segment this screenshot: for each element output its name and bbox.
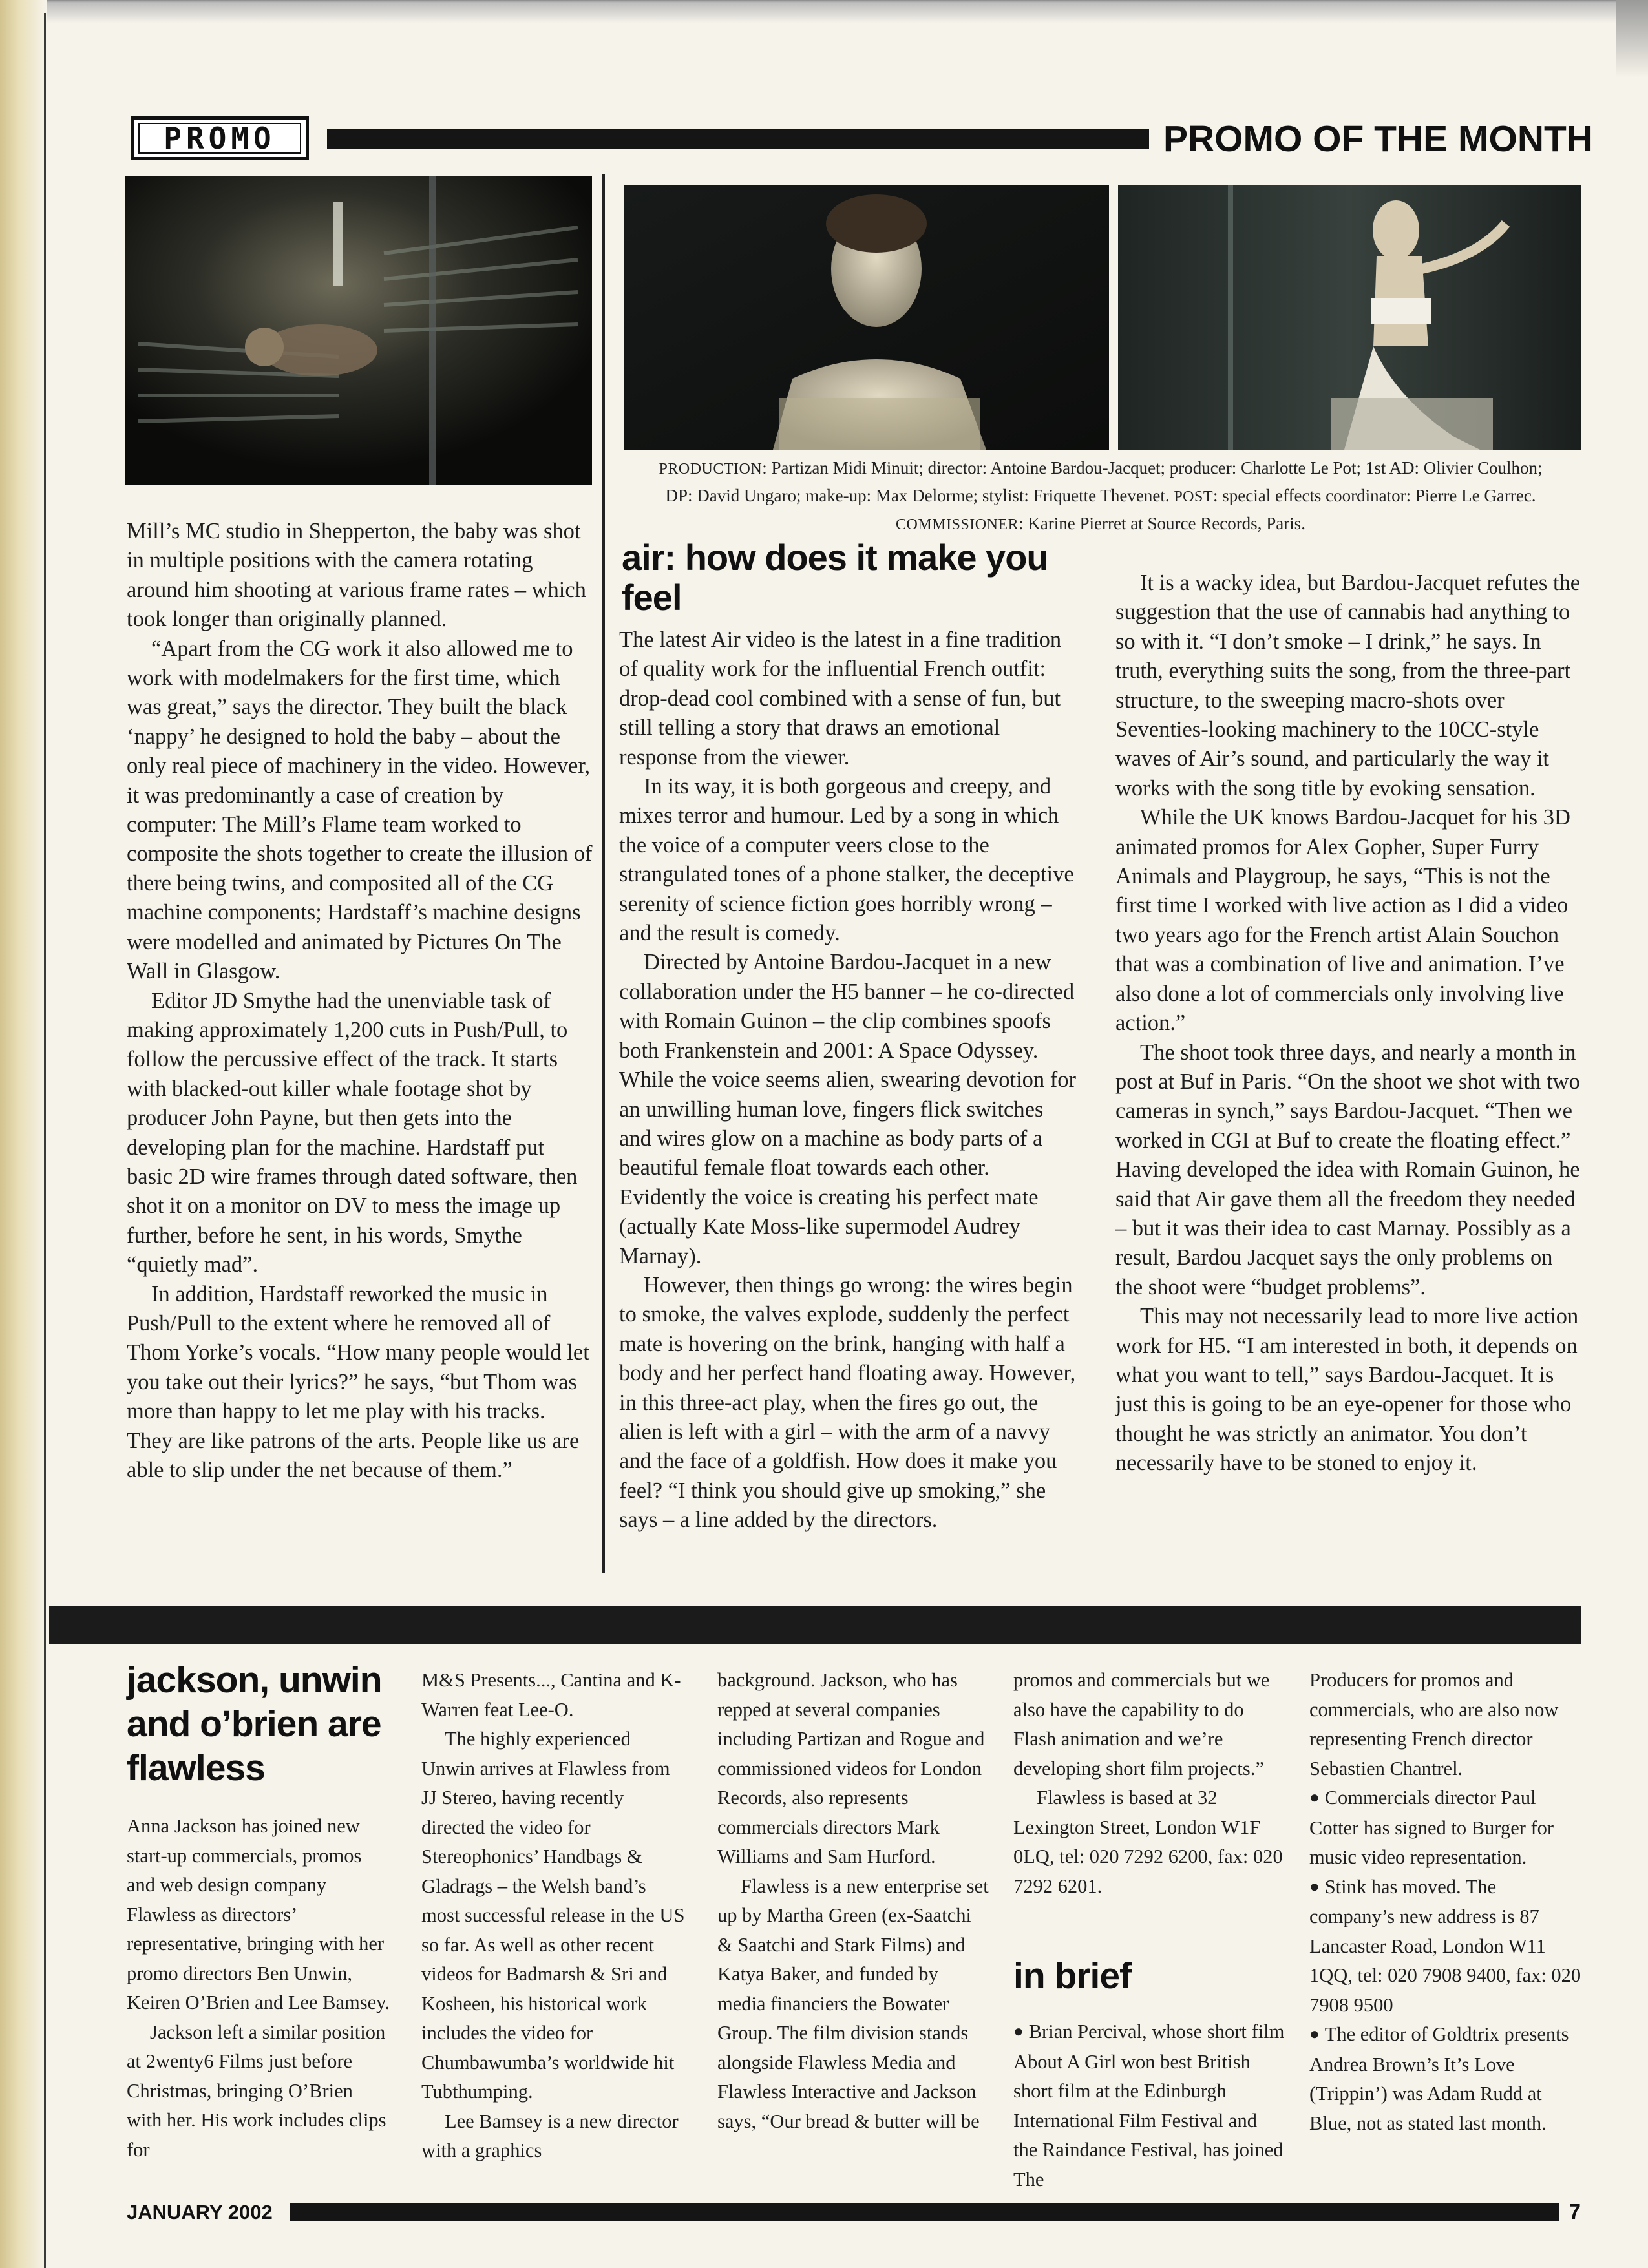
photo-credits — [620, 455, 1581, 538]
credits-line-2: DP: David Ungaro; make-up: Max Delorme; stylist: Friquette Thevenet. POST: special effects coordinator: Pierre Le Garrec. — [665, 486, 1536, 505]
woman-portrait-image — [624, 185, 1109, 450]
scan-edge-top — [47, 0, 1648, 23]
news-column-2 — [421, 1666, 686, 2166]
paragraph: Jackson left a similar position at 2wenty6 Films just before Christmas, bringing O’Brien with her. His work includes clips for — [127, 2021, 386, 2161]
woman-portrait-photo — [624, 185, 1109, 450]
paragraph: Flawless is based at 32 Lexington Street, London W1F 0LQ, tel: 020 7292 6200, fax: 020 7292 6201. — [1013, 1787, 1283, 1897]
brief-item: ● Commercials director Paul Cotter has signed to Burger for music video representation. — [1309, 1783, 1583, 1873]
scan-edge-left — [0, 0, 47, 2268]
paragraph: Anna Jackson has joined new start-up commercials, promos and web design company Flawless as directors’ representative, bringing with her promo directors Ben Unwin, Keiren O’Brien and Lee Bamsey. — [127, 1815, 390, 2013]
brief-item: ● Brian Percival, whose short film About A Girl won best British short film at the Edinburgh International Film Festival and the Raindance Festival, has joined The — [1013, 2017, 1285, 2194]
in-brief-headline: in brief — [1013, 1955, 1132, 1997]
paragraph: The highly experienced Unwin arrives at Flawless from JJ Stereo, having recently directed the video for Stereophonics’ Handbags & Gladrags – the Welsh band’s most successful release in the US so far. As well as other recent videos for Badmarsh & Sri and Kosheen, his historical work includes the video for Chumbawumba’s worldwide hit Tubthumping. — [421, 1728, 685, 2103]
paragraph: The latest Air video is the latest in a fine tradition of quality work for the influential French outfit: drop-dead cool combined with a sense of fun, but still telling a story that draws an emotional response from the viewer. — [619, 627, 1062, 770]
paragraph: “Apart from the CG work it also allowed me to work with modelmakers for the first time, which was great,” says the director. They built the black ‘nappy’ he designed to hold the baby – about the only real piece of machinery in the video. However, it was predominantly a case of creation by computer: The Mill’s Flame team worked to composite the shots together to create the illusion of there being twins, and composited all of the CG machine components; Hardstaff’s machine designs were modelled and animated by Pictures On The Wall in Glasgow. — [127, 636, 593, 984]
section-divider-bar — [49, 1606, 1581, 1644]
scan-edge-corner — [1616, 0, 1648, 78]
baby-machine-image — [125, 176, 592, 485]
news-column-3 — [717, 1666, 989, 2136]
paragraph: However, then things go wrong: the wires begin to smoke, the valves explode, suddenly the perfect mate is hovering on the brink, hanging with half a body and her perfect hand floating away. However, in this three-act play, when the fires go out, the alien is left with a girl – with the arm of a navvy and the face of a goldfish. How does it make you feel? “I think you should give up smoking,” she says – a line added by the directors. — [619, 1272, 1076, 1533]
paragraph: M&S Presents..., Cantina and K-Warren feat Lee-O. — [421, 1669, 681, 1721]
woman-seated-photo — [1118, 185, 1581, 450]
woman-seated-image — [1118, 185, 1581, 450]
paragraph: Producers for promos and commercials, who are also now representing French director Sebastien Chantrel. — [1309, 1669, 1559, 1780]
paragraph: Editor JD Smythe had the unenviable task of making approximately 1,200 cuts in Push/Pull, to follow the percussive effect of the track. It starts with blacked-out killer whale footage shot by producer John Payne, but then gets into the developing plan for the machine. Hardstaff put basic 2D wire frames through dated software, then shot it on a monitor on DV to mess the image up further, before he sent, in his words, Smythe “quietly mad”. — [127, 988, 578, 1277]
paragraph: The shoot took three days, and nearly a month in post at Buf in Paris. “On the shoot we shot with two cameras in synch,” says Bardou-Jacquet. “Then we worked in CGI at Buf to create the floating effect.” Having developed the idea with Romain Guinon, he said that Air gave them all the freedom they needed – but it was their idea to cast Marnay. Possibly as a result, Bardou Jacquet says the only problems on the shoot were “budget problems”. — [1115, 1040, 1580, 1299]
paragraph: It is a wacky idea, but Bardou-Jacquet refutes the suggestion that the use of cannabis had anything to so with it. “I don’t smoke – I drink,” he says. In truth, everything suits the song, from the three-part structure, to the sweeping macro-shots over Seventies-looking machinery to the 10CC-style waves of Air’s sound, and particularly the way it works with the song title by evoking sensation. — [1115, 571, 1581, 801]
baby-machine-photo — [125, 176, 592, 485]
paragraph: While the UK knows Bardou-Jacquet for his 3D animated promos for Alex Gopher, Super Furry Animals and Playgroup, he says, “This is not the first time I worked with live action as I did a video two years ago for the French artist Alain Souchon that was a combination of live and animation. I’ve also done a lot of commercials only involving live action.” — [1115, 805, 1570, 1036]
brief-item: ● The editor of Goldtrix presents Andrea Brown’s It’s Love (Trippin’) was Adam Rudd at Blue, not as stated last month. — [1309, 2020, 1583, 2138]
article-column-1 — [127, 517, 593, 1485]
paragraph: Flawless is a new enterprise set up by Martha Green (ex-Saatchi & Saatchi and Stark Films) and Katya Baker, and funded by media financiers the Bowater Group. The film division stands alongside Flawless Media and Flawless Interactive and Jackson says, “Our bread & butter will be — [717, 1874, 989, 2132]
issue-date: JANUARY 2002 — [127, 2200, 290, 2225]
paragraph: Directed by Antoine Bardou-Jacquet in a new collaboration under the H5 banner – he co-directed with Romain Guinon – the clip combines spoofs both Frankenstein and 2001: A Space Odyssey. While the voice seems alien, swearing devotion for an unwilling human love, fingers flick switches and wires glow on a machine as body parts of a beautiful female float towards each other. Evidently the voice is creating his perfect mate (actually Kate Moss-like supermodel Audrey Marnay). — [619, 950, 1077, 1268]
section-title: PROMO OF THE MONTH — [1163, 118, 1593, 160]
news-column-4 — [1013, 1666, 1285, 1901]
paragraph: Lee Bamsey is a new director with a graphics — [421, 2110, 679, 2161]
credits-line-1: PRODUCTION: Partizan Midi Minuit; director: Antoine Bardou-Jacquet; producer: Charlotte Le Pot; 1st AD: Olivier Coulhon; — [659, 458, 1543, 478]
in-brief-column-2 — [1309, 1666, 1583, 2138]
credits-line-3: COMMISSIONER: Karine Pierret at Source Records, Paris. — [896, 514, 1305, 533]
in-brief-column-1 — [1013, 2017, 1285, 2194]
news-column-1 — [127, 1812, 392, 2165]
news-headline: jackson, unwin and o’brien are flawless — [127, 1659, 382, 1789]
article-column-2 — [619, 625, 1079, 1535]
paragraph: Mill’s MC studio in Shepperton, the baby was shot in multiple positions with the camera rotating around him shooting at various frame rates – which took longer than originally planned. — [127, 519, 586, 632]
paragraph: background. Jackson, who has repped at several companies including Partizan and Rogue and commissioned videos for London Records, also represents commercials directors Mark Williams and Sam Hurford. — [717, 1669, 985, 1867]
paragraph: In addition, Hardstaff reworked the music in Push/Pull to the extent where he removed all of Thom Yorke’s vocals. “How many people would let you take out their lyrics?” he says, “but Thom was more than happy to let me play with his tracks. They are like patrons of the arts. People like us are able to slip under the net because of them.” — [127, 1281, 589, 1482]
brief-item: ● Stink has moved. The company’s new address is 87 Lancaster Road, London W11 1QQ, tel: 020 7908 9400, fax: 020 7908 9500 — [1309, 1873, 1583, 2021]
column-rule — [602, 174, 605, 1573]
article-column-3 — [1115, 569, 1581, 1478]
header-rule — [327, 129, 1149, 149]
paragraph: In its way, it is both gorgeous and creepy, and mixes terror and humour. Led by a song in which the voice of a computer veers close to the strangulated tones of a phone stalker, the deceptive serenity of science fiction goes horribly wrong – and the result is comedy. — [619, 774, 1074, 946]
paragraph: This may not necessarily lead to more live action work for H5. “I am interested in both, it depends on what you want to tell,” says Bardou-Jacquet. It is just this is going to be an eye-opener for those who thought he was strictly an animator. You don’t necessarily have to be stoned to enjoy it. — [1115, 1304, 1579, 1476]
section-badge: PROMO — [131, 116, 309, 160]
scan-edge-line — [44, 13, 46, 2268]
paragraph: promos and commercials but we also have the capability to do Flash animation and we’re developing short film projects.” — [1013, 1669, 1270, 1780]
footer-bar — [127, 2203, 1581, 2221]
page-number: 7 — [1559, 2198, 1581, 2225]
article-headline: air: how does it make you feel — [622, 537, 1048, 618]
